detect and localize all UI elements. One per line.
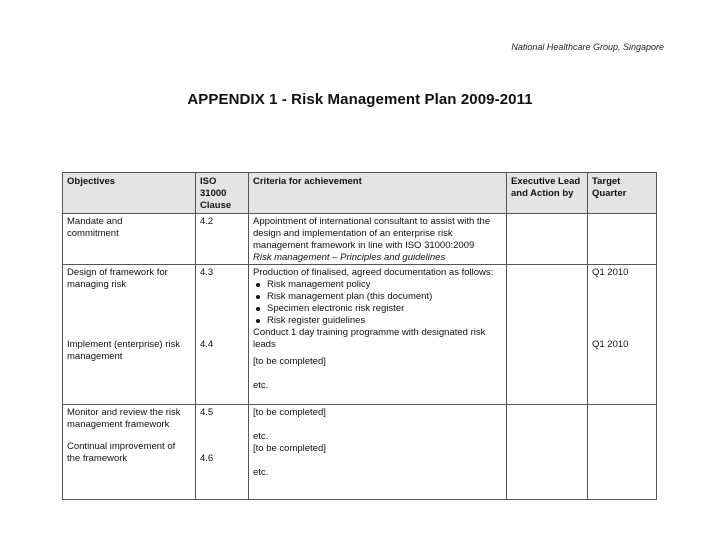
target-design: Q1 2010	[592, 267, 629, 278]
criteria-cell	[249, 405, 507, 500]
target-cell	[588, 265, 657, 405]
criteria-text: Appointment of international consultant to assist with the design and implementation of an enterprise risk management framework in line with ISO 31000:2009	[253, 216, 491, 251]
risk-plan-table	[62, 172, 657, 500]
criteria-training: Conduct 1 day training programme with designated risk leads	[253, 327, 486, 350]
objective-monitor: Monitor and review the risk management framework	[67, 407, 181, 430]
table-row	[63, 405, 657, 500]
target-cell	[588, 214, 657, 265]
list-item: Risk register guidelines	[253, 315, 502, 327]
criteria-cell	[249, 265, 507, 405]
clause-monitor: 4.5	[200, 407, 214, 418]
organization-name: National Healthcare Group, Singapore	[511, 42, 664, 52]
criteria-tbc-2: [to be completed]	[253, 443, 326, 454]
criteria-note: Risk management – Principles and guidelines	[253, 252, 446, 263]
col-header-target-quarter: Target Quarter	[588, 173, 657, 214]
objective-cell	[63, 265, 196, 405]
criteria-cell	[249, 214, 507, 265]
criteria-etc-2: etc.	[253, 467, 269, 478]
list-item: Risk management policy	[253, 279, 502, 291]
criteria-etc: etc.	[253, 431, 269, 442]
objective-cell: Mandate and commitment	[63, 214, 196, 265]
objective-design: Design of framework for managing risk	[67, 267, 168, 290]
documentation-list	[253, 279, 502, 327]
clause-cell: 4.2	[196, 214, 249, 265]
document-title: APPENDIX 1 - Risk Management Plan 2009-2011	[187, 91, 533, 108]
clause-implement: 4.4	[200, 339, 214, 350]
clause-cell	[196, 265, 249, 405]
criteria-tbc: [to be completed]	[253, 407, 326, 418]
col-header-criteria: Criteria for achievement	[249, 173, 507, 214]
list-item: Specimen electronic risk register	[253, 303, 502, 315]
objective-implement: Implement (enterprise) risk management	[67, 339, 180, 362]
lead-cell	[507, 214, 588, 265]
objective-improvement: Continual improvement of the framework	[67, 441, 176, 464]
criteria-tbc: [to be completed]	[253, 356, 326, 367]
lead-cell	[507, 405, 588, 500]
criteria-etc: etc.	[253, 380, 269, 391]
clause-improvement: 4.6	[200, 453, 214, 464]
table-row	[63, 214, 657, 265]
clause-design: 4.3	[200, 267, 214, 278]
col-header-iso-clause: ISO 31000 Clause	[196, 173, 249, 214]
criteria-text: Production of finalised, agreed documentation as follows:	[253, 267, 494, 278]
target-cell	[588, 405, 657, 500]
table-row	[63, 265, 657, 405]
objective-cell	[63, 405, 196, 500]
list-item: Risk management plan (this document)	[253, 291, 502, 303]
clause-cell	[196, 405, 249, 500]
lead-cell	[507, 265, 588, 405]
col-header-executive-lead: Executive Lead and Action by	[507, 173, 588, 214]
col-header-objectives: Objectives	[63, 173, 196, 214]
table-header-row	[63, 173, 657, 214]
target-implement: Q1 2010	[592, 339, 629, 350]
